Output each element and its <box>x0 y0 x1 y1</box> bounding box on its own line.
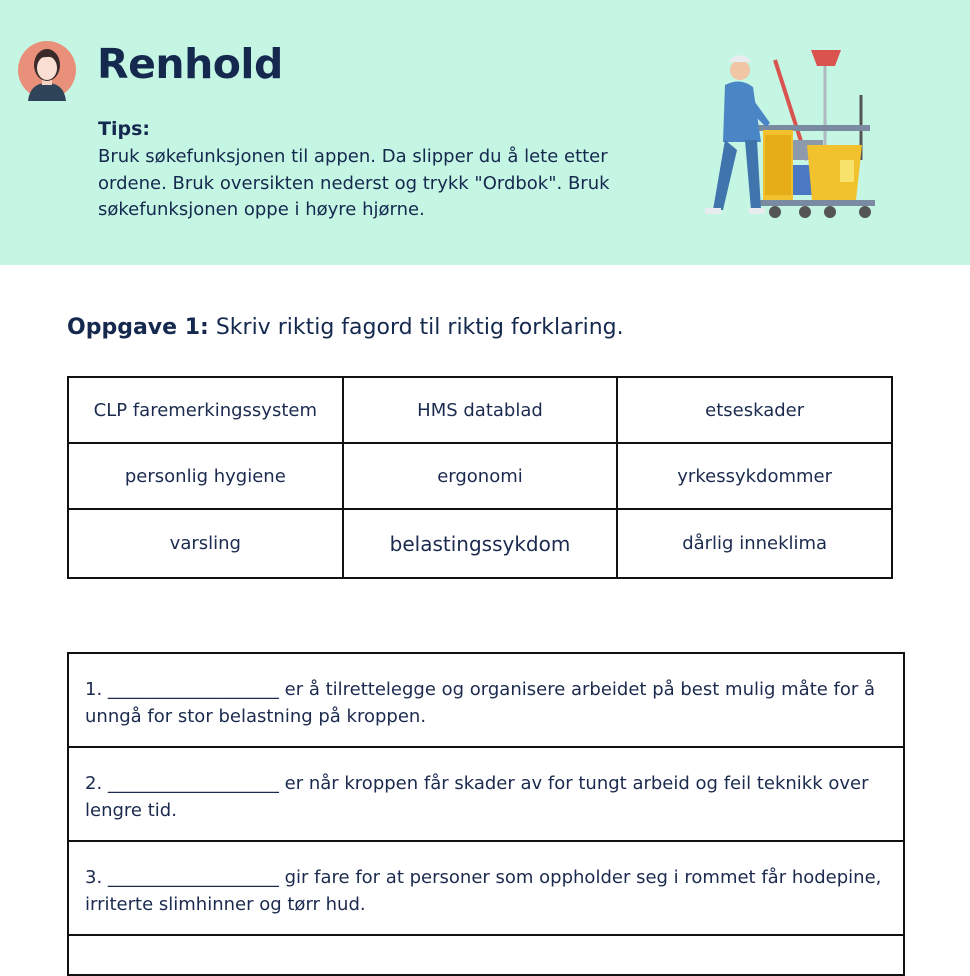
tips-label: Tips: <box>98 118 150 140</box>
question-item[interactable]: 3. ___________________ gir fare for at personer som oppholder seg i rommet får hodepine, irriterte slimhinner og tørr hud. <box>69 842 903 936</box>
word-cell: personlig hygiene <box>68 443 343 509</box>
tips-text: Bruk søkefunksjonen til appen. Da slipper du å lete etter ordene. Bruk oversikten nederst og trykk "Ordbok". Bruk søkefunksjonen oppe i høyre hjørne. <box>98 146 610 220</box>
word-cell: CLP faremerkingssystem <box>68 377 343 443</box>
cleaner-illustration-icon <box>695 40 885 230</box>
word-cell: yrkessykdommer <box>617 443 892 509</box>
questions-box <box>67 652 905 976</box>
word-cell: varsling <box>68 509 343 578</box>
table-row <box>68 509 892 578</box>
header-banner <box>0 0 970 265</box>
task-title <box>67 315 624 340</box>
question-item[interactable]: 1. ___________________ er å tilrettelegge og organisere arbeidet på best mulig måte for å unngå for stor belastning på kroppen. <box>69 654 903 748</box>
word-bank-table <box>67 376 893 579</box>
task-instruction: Skriv riktig fagord til riktig forklaring. <box>208 315 624 340</box>
word-cell: ergonomi <box>343 443 618 509</box>
question-item[interactable] <box>69 936 903 976</box>
task-label: Oppgave 1: <box>67 315 209 340</box>
avatar-icon <box>18 39 76 101</box>
table-row <box>68 443 892 509</box>
word-cell: dårlig inneklima <box>617 509 892 578</box>
page-title: Renhold <box>97 40 283 88</box>
word-cell: HMS datablad <box>343 377 618 443</box>
table-row <box>68 377 892 443</box>
question-item[interactable]: 2. ___________________ er når kroppen får skader av for tungt arbeid og feil teknikk over lengre tid. <box>69 748 903 842</box>
word-cell: belastingssykdom <box>343 509 618 578</box>
word-cell: etseskader <box>617 377 892 443</box>
